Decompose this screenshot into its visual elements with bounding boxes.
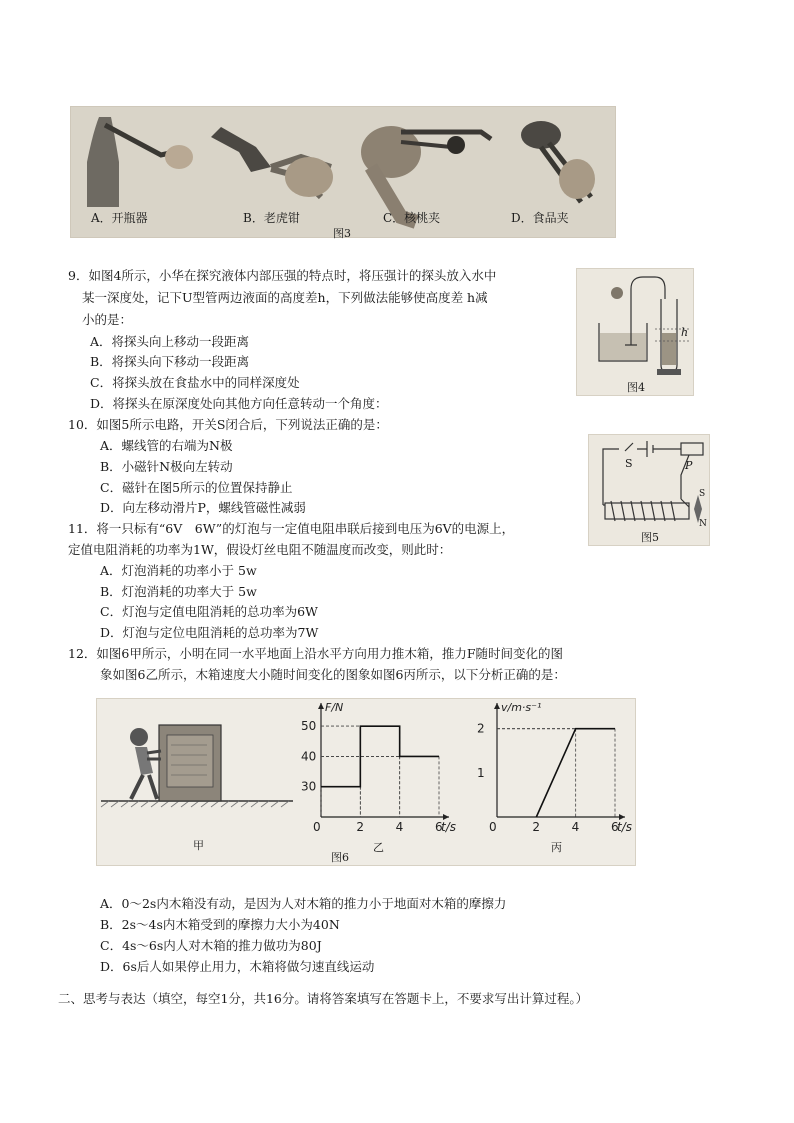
- x-tick-label: 2: [532, 820, 540, 834]
- q12-option-b: B．2s～4s内木箱受到的摩擦力大小为40N: [100, 917, 340, 932]
- q12-line-2: 象如图6乙所示，木箱速度大小随时间变化的图象如图6丙所示，以下分析正确的是：: [100, 667, 566, 682]
- fig5-needle-n: N: [699, 519, 707, 529]
- q9-option-d: D．将探头在原深度处向其他方向任意转动一个角度：: [90, 396, 388, 411]
- y-tick-label: 1: [477, 765, 485, 780]
- q9-line-1: 9．如图4所示，小华在探究液体内部压强的特点时，将压强计的探头放入水中: [68, 268, 497, 283]
- q11-option-a: A．灯泡消耗的功率小于 5w: [100, 563, 257, 578]
- q11-option-c: C．灯泡与定值电阻消耗的总功率为6W: [100, 604, 318, 619]
- fig5-slider-label: P: [685, 459, 693, 472]
- x-axis-label: t/s: [617, 820, 632, 834]
- q10-option-b: B．小磁针N极向左转动: [100, 459, 233, 474]
- y-tick-label: 30: [301, 779, 317, 794]
- fig5-caption: 图5: [641, 531, 659, 544]
- force-time-chart: [293, 699, 463, 839]
- y-tick-label: 40: [301, 749, 317, 764]
- fig3-label-a: A．开瓶器: [91, 211, 148, 225]
- fig4-h-label: h: [681, 326, 689, 339]
- figure-6: [96, 698, 636, 866]
- q9-option-b: B．将探头向下移动一段距离: [90, 354, 250, 369]
- q12-option-a: A．0～2s内木箱没有动，是因为人对木箱的推力小于地面对木箱的摩擦力: [100, 896, 507, 911]
- figure-5: [588, 434, 710, 546]
- fig6-panel-jia: 甲: [193, 839, 204, 852]
- q10-option-c: C．磁针在图5所示的位置保持静止: [100, 480, 293, 495]
- figure-4-diagram: [577, 269, 693, 395]
- q10-line-1: 10．如图5所示电路，开关S闭合后，下列说法正确的是：: [68, 417, 388, 432]
- x-tick-label: 0: [489, 820, 497, 834]
- figure-4: [576, 268, 694, 396]
- y-axis-arrow: [318, 703, 324, 709]
- fig3-label-c: C．核桃夹: [383, 211, 441, 225]
- fig3-label-d: D．食品夹: [511, 211, 569, 225]
- x-tick-label: 2: [356, 820, 364, 834]
- fig3-caption: 图3: [333, 227, 351, 240]
- fig3-label-b: B．老虎钳: [243, 211, 300, 225]
- y-axis-label: v/m·s⁻¹: [501, 701, 542, 714]
- x-tick-label: 6: [435, 820, 443, 834]
- q11-line-2: 定值电阻消耗的功率为1W，假设灯丝电阻不随温度而改变，则此时：: [68, 542, 452, 557]
- section-2-heading: 二、思考与表达（填空，每空1分，共16分。请将答案填写在答题卡上，不要求写出计算过程。）: [58, 991, 589, 1006]
- x-tick-label: 4: [571, 820, 580, 834]
- q10-option-a: A．螺线管的右端为N极: [100, 438, 233, 453]
- q11-line-1: 11．将一只标有“6V 6W”的灯泡与一定值电阻串联后接到电压为6V的电源上，: [68, 521, 515, 536]
- y-axis-label: F/N: [325, 701, 344, 714]
- figure-6-person-pushing-box: [97, 699, 297, 839]
- q9-option-a: A．将探头向上移动一段距离: [90, 334, 250, 349]
- q10-option-d: D．向左移动滑片P，螺线管磁性减弱: [100, 500, 306, 515]
- velocity-time-chart: [469, 699, 639, 839]
- x-tick-label: 0: [313, 820, 321, 834]
- x-tick-label: 4: [395, 820, 404, 834]
- q12-line-1: 12．如图6甲所示，小明在同一水平地面上沿水平方向用力推木箱，推力F随时间变化的图: [68, 646, 564, 661]
- q11-option-b: B．灯泡消耗的功率大于 5w: [100, 584, 257, 599]
- x-axis-label: t/s: [441, 820, 456, 834]
- q12-option-c: C．4s～6s内人对木箱的推力做功为80J: [100, 938, 322, 953]
- figure-3: [70, 106, 616, 238]
- q12-option-d: D．6s后人如果停止用力，木箱将做匀速直线运动: [100, 959, 375, 974]
- fig6-caption: 图6: [331, 851, 349, 864]
- y-axis-arrow: [494, 703, 500, 709]
- q9-line-2: 某一深度处，记下U型管两边液面的高度差h，下列做法能够使高度差 h减: [82, 290, 488, 305]
- fig5-switch-label: S: [625, 457, 633, 470]
- fig5-needle-s: S: [699, 489, 706, 499]
- q9-option-c: C．将探头放在食盐水中的同样深度处: [90, 375, 300, 390]
- x-tick-label: 6: [611, 820, 619, 834]
- fig6-panel-bing: 丙: [551, 841, 562, 854]
- fig4-caption: 图4: [627, 381, 645, 394]
- q11-option-d: D．灯泡与定位电阻消耗的总功率为7W: [100, 625, 319, 640]
- y-tick-label: 2: [477, 721, 485, 736]
- y-tick-label: 50: [301, 719, 317, 734]
- fig6-panel-yi: 乙: [373, 841, 384, 854]
- q9-line-3: 小的是：: [82, 312, 133, 327]
